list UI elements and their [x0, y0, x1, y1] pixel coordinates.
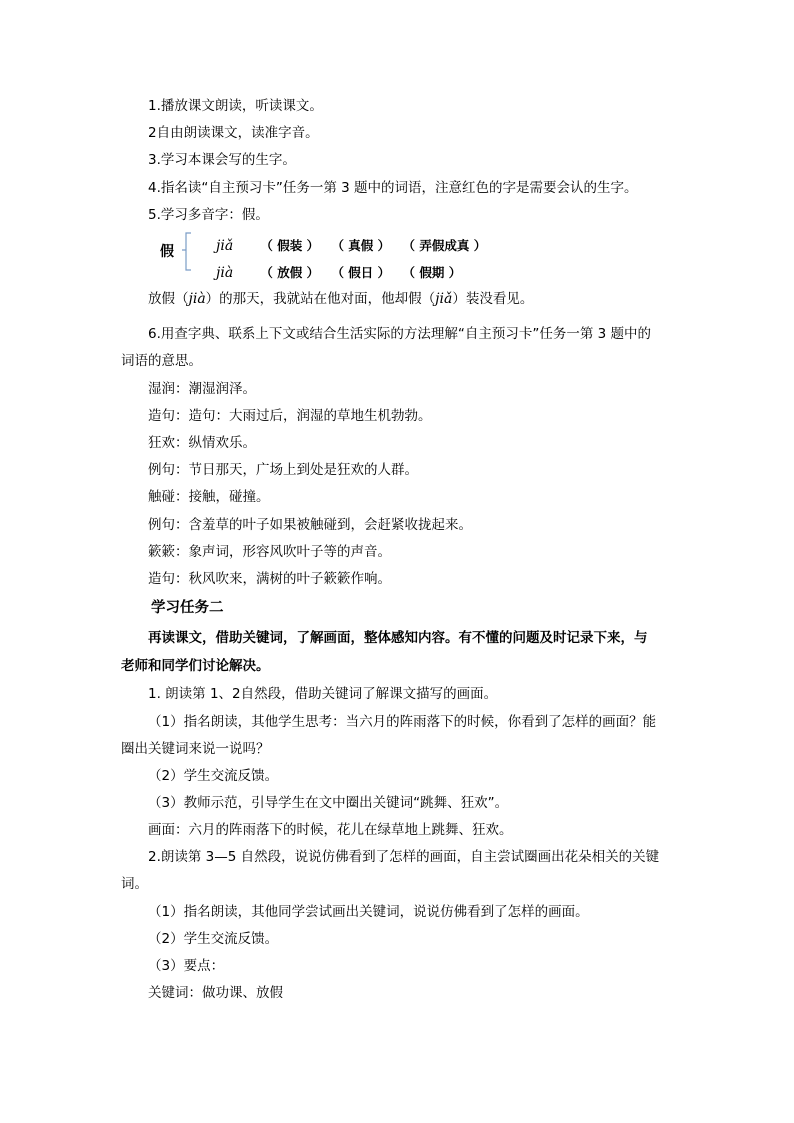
- word: （ 弄假成真 ）: [402, 238, 487, 253]
- sub-step: （2）学生交流反馈。: [148, 931, 279, 947]
- sentence-pinyin: jià: [188, 291, 206, 307]
- sentence-part: ）的那天，我就站在他对面，他却假（: [205, 291, 436, 307]
- word: （ 放假 ）: [260, 265, 320, 280]
- task-intro-line2: 老师和同学们讨论解决。: [121, 658, 270, 674]
- example: 造句：秋风吹来，满树的叶子簌簌作响。: [148, 571, 391, 587]
- sub-step: （1）指名朗读，其他同学尝试画出关键词，说说仿佛看到了怎样的画面。: [148, 904, 589, 920]
- definition: 簌簌：象声词，形容风吹叶子等的声音。: [148, 544, 391, 560]
- task-intro-line1: 再读课文，借助关键词，了解画面，整体感知内容。有不懂的问题及时记录下来，与: [148, 630, 648, 646]
- step-6-line1: 6.用查字典、联系上下文或结合生活实际的方法理解“自主预习卡”任务一第 3 题中的: [148, 326, 652, 342]
- step-2: 2自由朗读课文，读准字音。: [148, 125, 319, 141]
- step-5: 5.学习多音字：假。: [148, 207, 269, 223]
- pinyin-jia4: jià: [216, 265, 234, 281]
- keywords: 关键词：做功课、放假: [148, 985, 283, 1001]
- word: （ 真假 ）: [331, 238, 391, 253]
- sub-step: （2）学生交流反馈。: [148, 768, 279, 784]
- step-6-line2: 词语的意思。: [121, 353, 202, 369]
- scene-description: 画面：六月的阵雨落下的时候，花儿在绿草地上跳舞、狂欢。: [148, 822, 513, 838]
- example: 例句：节日那天，广场上到处是狂欢的人群。: [148, 462, 418, 478]
- step-1: 1.播放课文朗读，听读课文。: [148, 98, 323, 114]
- sub-step-line1: （1）指名朗读，其他学生思考：当六月的阵雨落下的时候，你看到了怎样的画面？能: [148, 714, 657, 730]
- example: 例句：含羞草的叶子如果被触碰到，会赶紧收拢起来。: [148, 517, 472, 533]
- example-sentence: [148, 291, 533, 307]
- definition: 狂欢：纵情欢乐。: [148, 435, 256, 451]
- sentence-pinyin: jiǎ: [435, 291, 453, 307]
- pinyin-jia3: jiǎ: [216, 238, 234, 254]
- task-step-2-line1: 2.朗读第 3—5 自然段，说说仿佛看到了怎样的画面，自主尝试圈画出花朵相关的关键: [148, 849, 660, 865]
- sub-step-line2: 圈出关键词来说一说吗？: [121, 741, 270, 757]
- sub-step: （3）教师示范，引导学生在文中圈出关键词“跳舞、狂欢”。: [148, 795, 509, 811]
- polyphone-row-jia4: [216, 265, 469, 281]
- polyphone-char: 假: [160, 244, 174, 260]
- definition: 湿润：潮湿润泽。: [148, 381, 256, 397]
- brace-icon: [180, 232, 192, 272]
- sentence-part: 放假（: [148, 291, 189, 307]
- step-3: 3.学习本课会写的生字。: [148, 152, 296, 168]
- task-step-2-line2: 词。: [121, 876, 148, 892]
- word: （ 假日 ）: [331, 265, 391, 280]
- word: （ 假期 ）: [402, 265, 462, 280]
- task-step-1: 1. 朗读第 1、2自然段，借助关键词了解课文描写的画面。: [148, 686, 498, 702]
- definition: 触碰：接触，碰撞。: [148, 489, 270, 505]
- sub-step: （3）要点：: [148, 958, 225, 974]
- word: （ 假装 ）: [260, 238, 320, 253]
- sentence-part: ）装没看见。: [452, 291, 534, 307]
- example: 造句：造句：大雨过后，润湿的草地生机勃勃。: [148, 408, 432, 424]
- section-heading: 学习任务二: [151, 600, 224, 616]
- step-4: 4.指名读“自主预习卡”任务一第 3 题中的词语，注意红色的字是需要会认的生字。: [148, 180, 638, 196]
- polyphone-row-jia3: [216, 238, 494, 254]
